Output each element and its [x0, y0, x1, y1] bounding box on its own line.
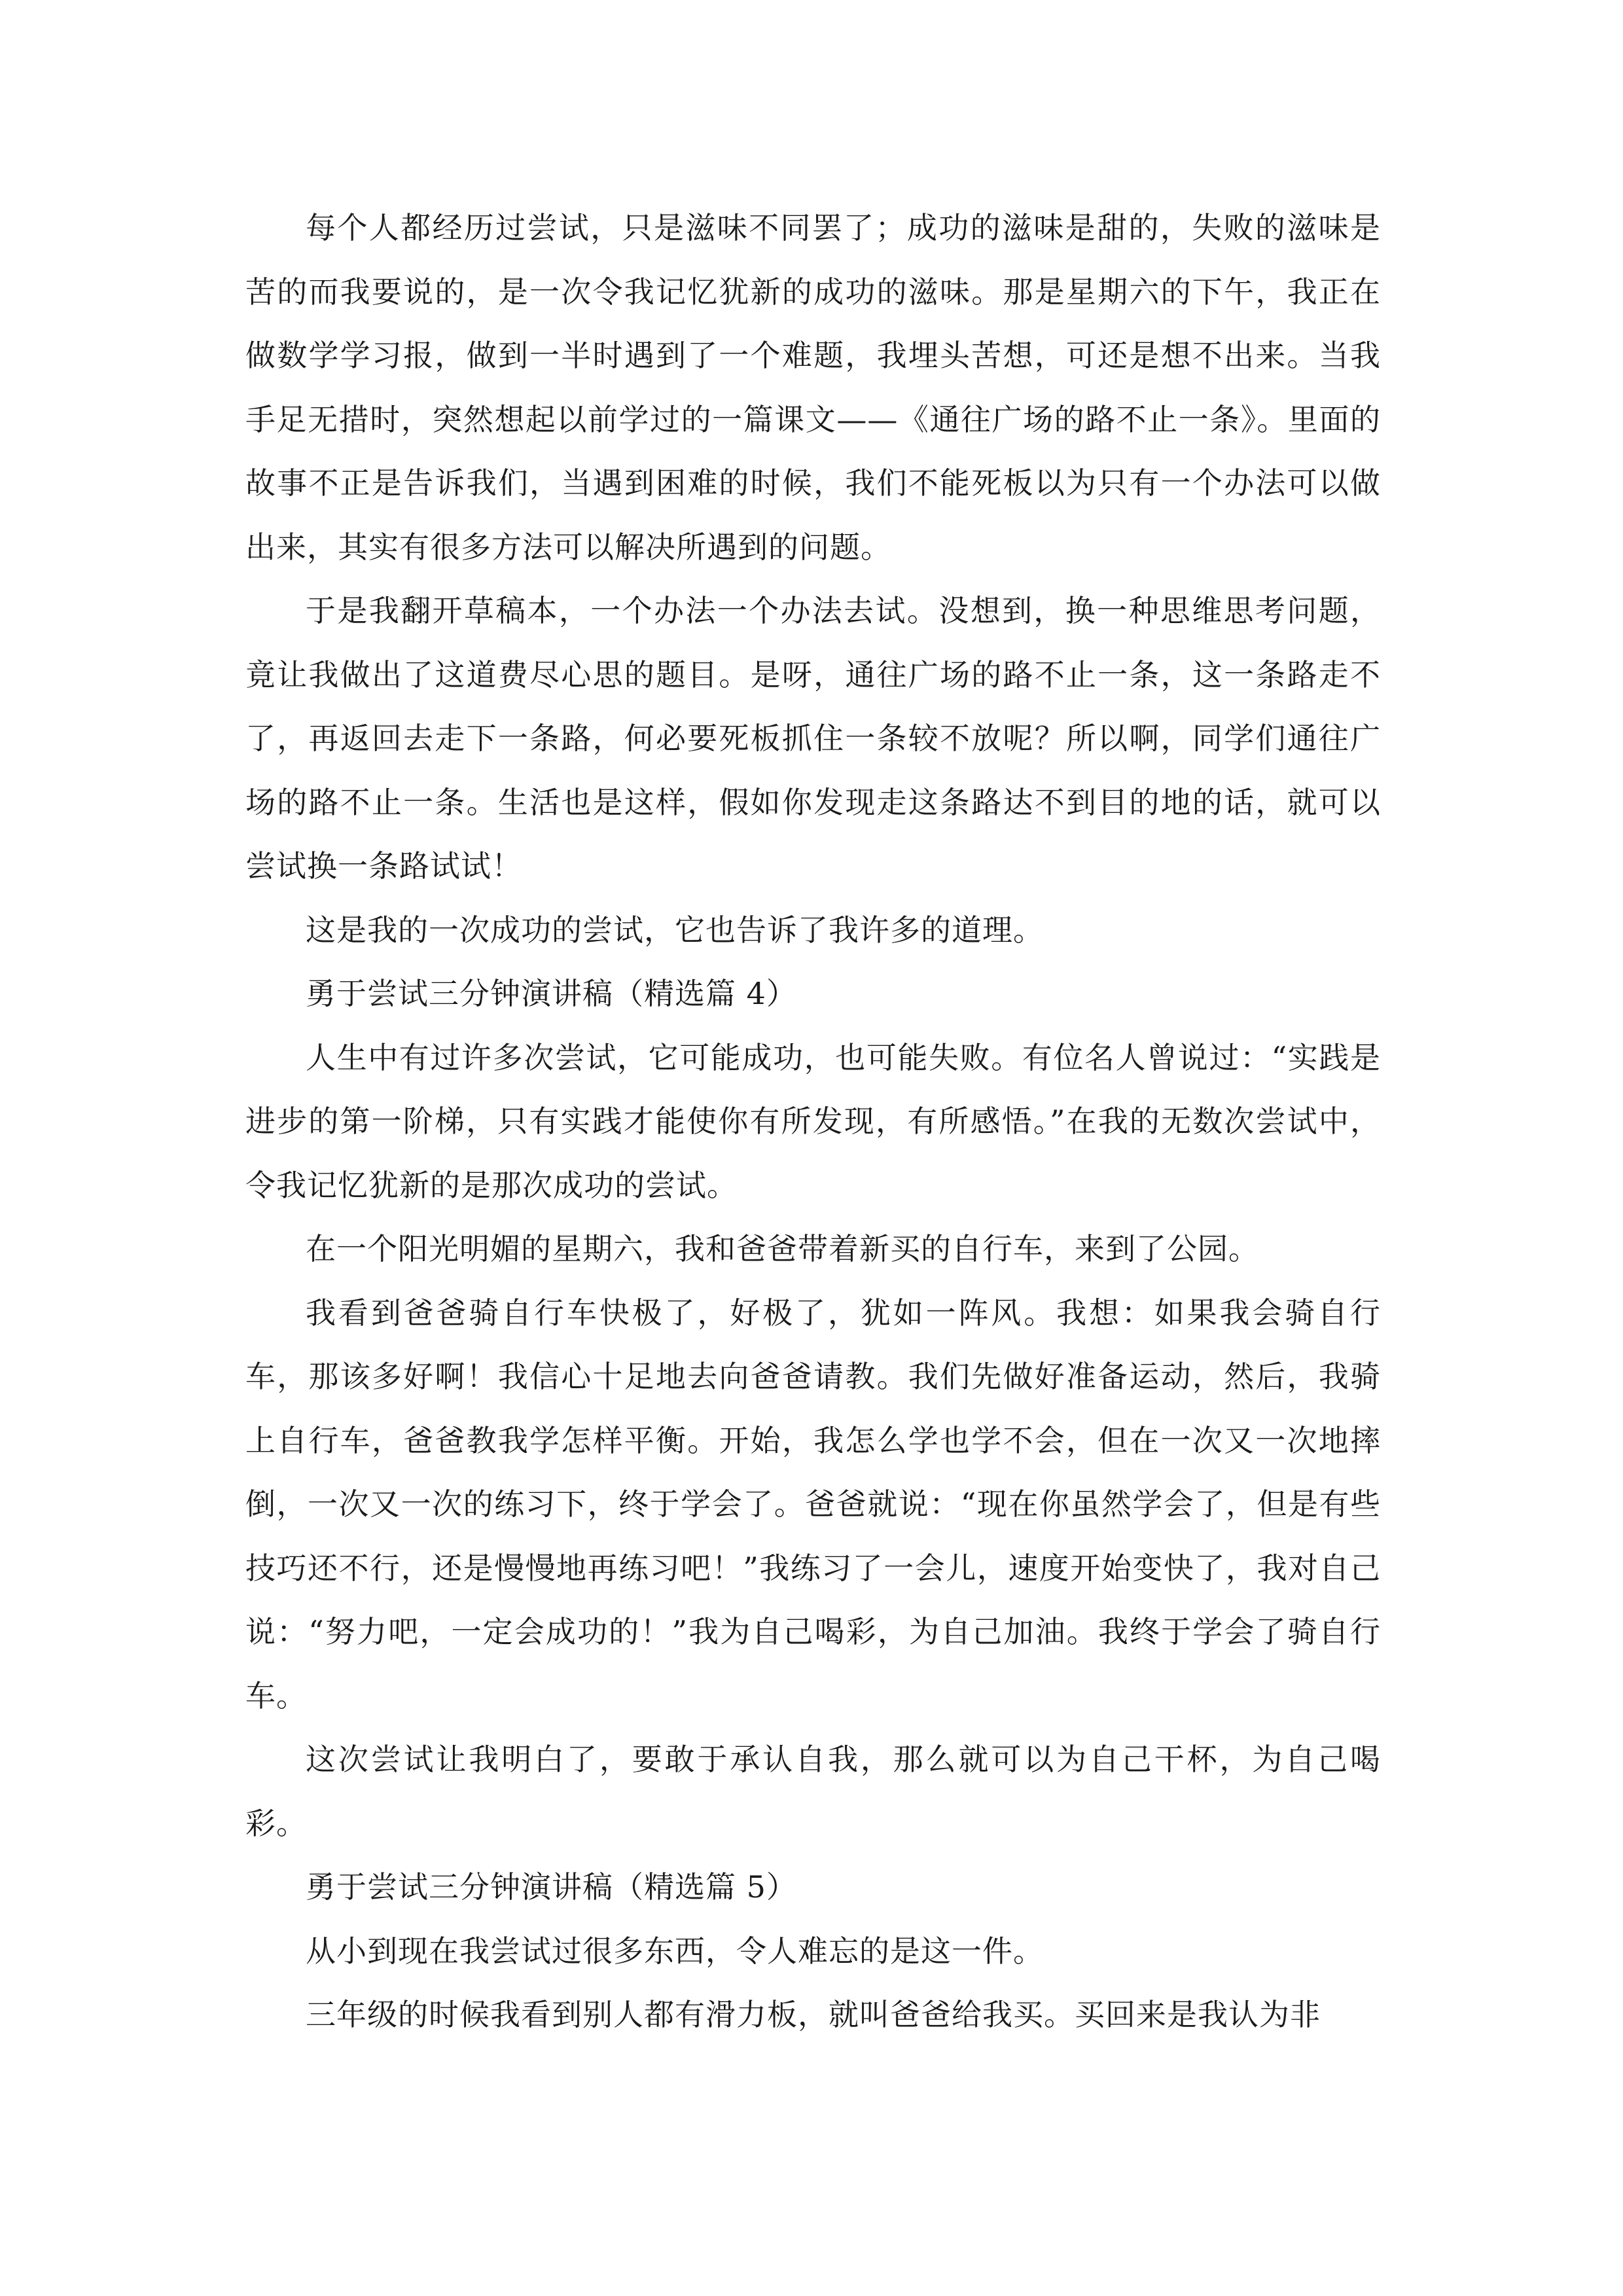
section-heading: 勇于尝试三分钟演讲稿（精选篇 4）	[306, 976, 797, 1011]
paragraph: 这次尝试让我明白了，要敢于承认自我，那么就可以为自己干杯，为自己喝彩。	[245, 1742, 1381, 1841]
paragraph: 从小到现在我尝试过很多东西，令人难忘的是这一件。	[306, 1933, 1044, 1969]
document-body	[245, 196, 1381, 2047]
section-heading: 勇于尝试三分钟演讲稿（精选篇 5）	[306, 1869, 797, 1905]
paragraph: 人生中有过许多次尝试，它可能成功，也可能失败。有位名人曾说过：“实践是进步的第一阶梯，只有实践才能使你有所发现，有所感悟。”在我的无数次尝试中，令我记忆犹新的是那次成功的尝试。	[245, 1039, 1381, 1203]
paragraph: 于是我翻开草稿本，一个办法一个办法去试。没想到，换一种思维思考问题，竟让我做出了这道费尽心思的题目。是呀，通往广场的路不止一条，这一条路走不了，再返回去走下一条路，何必要死板抓住一条较不放呢？所以啊，同学们通往广场的路不止一条。生活也是这样，假如你发现走这条路达不到目的地的话，就可以尝试换一条路试试！	[245, 593, 1381, 884]
paragraph: 这是我的一次成功的尝试，它也告诉了我许多的道理。	[306, 912, 1044, 948]
paragraph: 我看到爸爸骑自行车快极了，好极了，犹如一阵风。我想：如果我会骑自行车，那该多好啊！我信心十足地去向爸爸请教。我们先做好准备运动，然后，我骑上自行车，爸爸教我学怎样平衡。开始，我怎么学也学不会，但在一次又一次地摔倒，一次又一次的练习下，终于学会了。爸爸就说：“现在你虽然学会了，但是有些技巧还不行，还是慢慢地再练习吧！”我练习了一会儿，速度开始变快了，我对自己说：“努力吧，一定会成功的！”我为自己喝彩，为自己加油。我终于学会了骑自行车。	[245, 1295, 1381, 1713]
paragraph: 三年级的时候我看到别人都有滑力板，就叫爸爸给我买。买回来是我认为非	[306, 1997, 1321, 2032]
paragraph: 在一个阳光明媚的星期六，我和爸爸带着新买的自行车，来到了公园。	[306, 1231, 1259, 1266]
paragraph: 每个人都经历过尝试，只是滋味不同罢了；成功的滋味是甜的，失败的滋味是苦的而我要说的，是一次令我记忆犹新的成功的滋味。那是星期六的下午，我正在做数学学习报，做到一半时遇到了一个难题，我埋头苦想，可还是想不出来。当我手足无措时，突然想起以前学过的一篇课文——《通往广场的路不止一条》。里面的故事不正是告诉我们，当遇到困难的时候，我们不能死板以为只有一个办法可以做出来，其实有很多方法可以解决所遇到的问题。	[245, 210, 1381, 565]
